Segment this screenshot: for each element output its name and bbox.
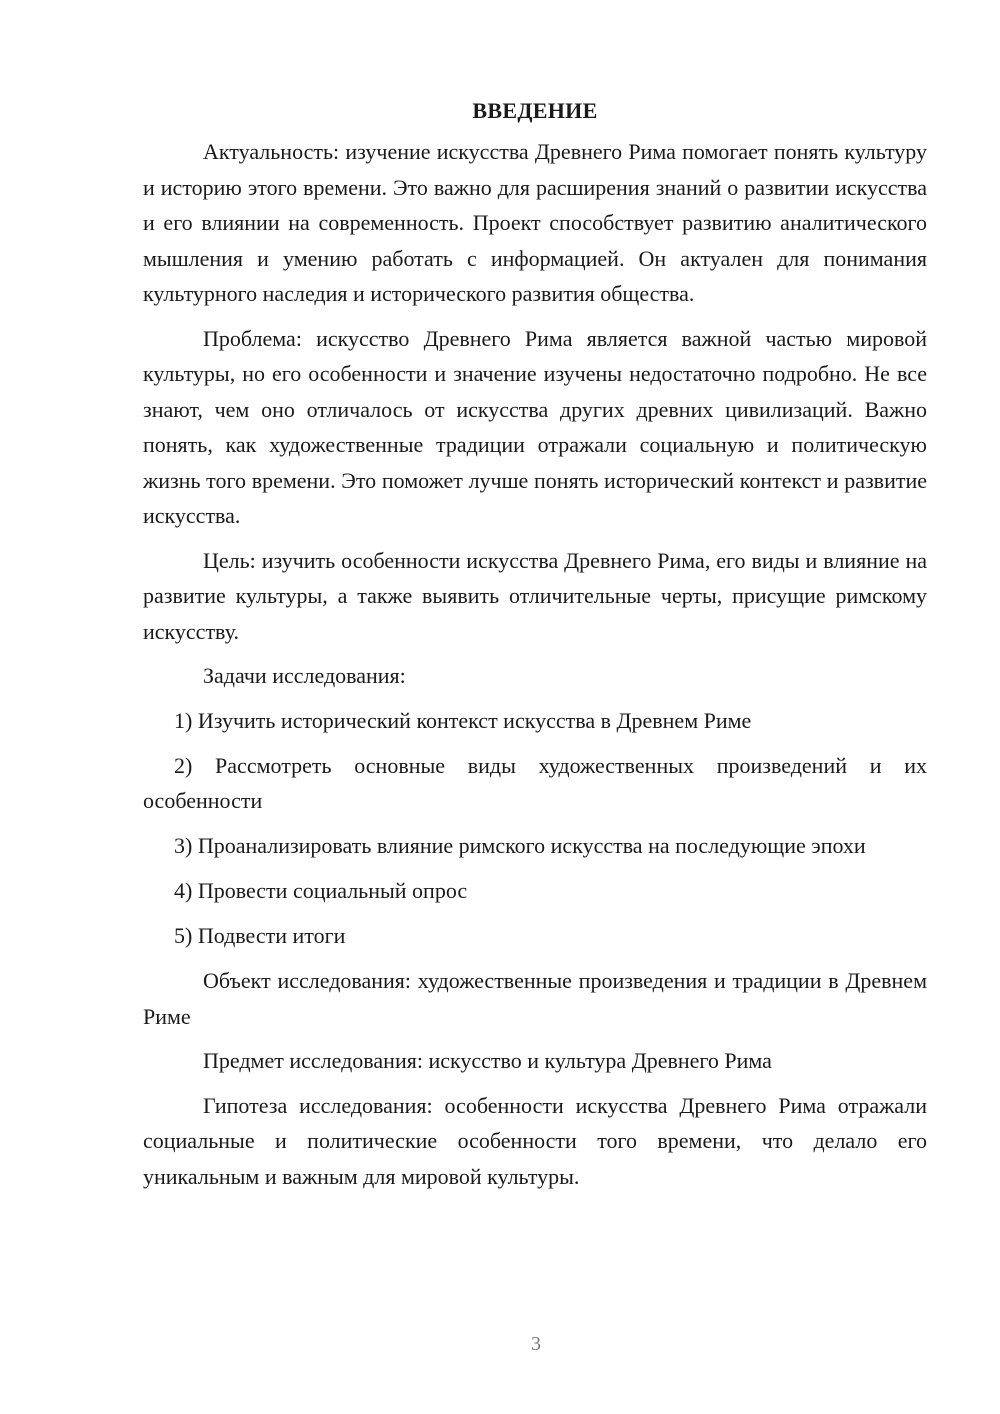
- task-item: 1) Изучить исторический контекст искусства в Древнем Риме: [174, 707, 752, 733]
- problem-paragraph: Проблема: искусство Древнего Рима является важной частью мировой культуры, но его особенности и значение изучены недостаточно подробно. Не все знают, чем оно отличалось от искусства других древних цивилизаций. Важно понять, как художественные традиции отражали социальную и политическую жизнь того времени. Это поможет лучше понять исторический контекст и развитие искусства.: [143, 325, 927, 528]
- task-item: 3) Проанализировать влияние римского искусства на последующие эпохи: [174, 833, 866, 858]
- hypothesis-paragraph: Гипотеза исследования: особенности искусства Древнего Рима отражали социальные и политические особенности того времени, что делало его уникальным и важным для мировой культуры.: [143, 1092, 927, 1189]
- tasks-heading: Задачи исследования:: [203, 663, 406, 688]
- goal-paragraph: Цель: изучить особенности искусства Древнего Рима, его виды и влияние на развитие культуры, а также выявить отличительные черты, присущие римскому искусству.: [143, 547, 927, 644]
- relevance-paragraph: Актуальность: изучение искусства Древнего Рима помогает понять культуру и историю этого времени. Это важно для расширения знаний о развитии искусства и его влиянии на современность. Проект способствует развитию аналитического мышления и умению работать с информацией. Он актуален для понимания культурного наследия и исторического развития общества.: [143, 139, 927, 306]
- task-item: 4) Провести социальный опрос: [174, 878, 468, 903]
- subject-paragraph: Предмет исследования: искусство и культура Древнего Рима: [203, 1048, 772, 1073]
- page-title: ВВЕДЕНИЕ: [472, 98, 598, 123]
- object-paragraph: Объект исследования: художественные произведения и традиции в Древнем Риме: [143, 968, 927, 1029]
- task-item: 2) Рассмотреть основные виды художественных произведений и их особенности: [143, 752, 927, 813]
- page-number: 3: [531, 1333, 541, 1355]
- task-item: 5) Подвести итоги: [174, 923, 346, 948]
- document-page: [143, 96, 927, 1203]
